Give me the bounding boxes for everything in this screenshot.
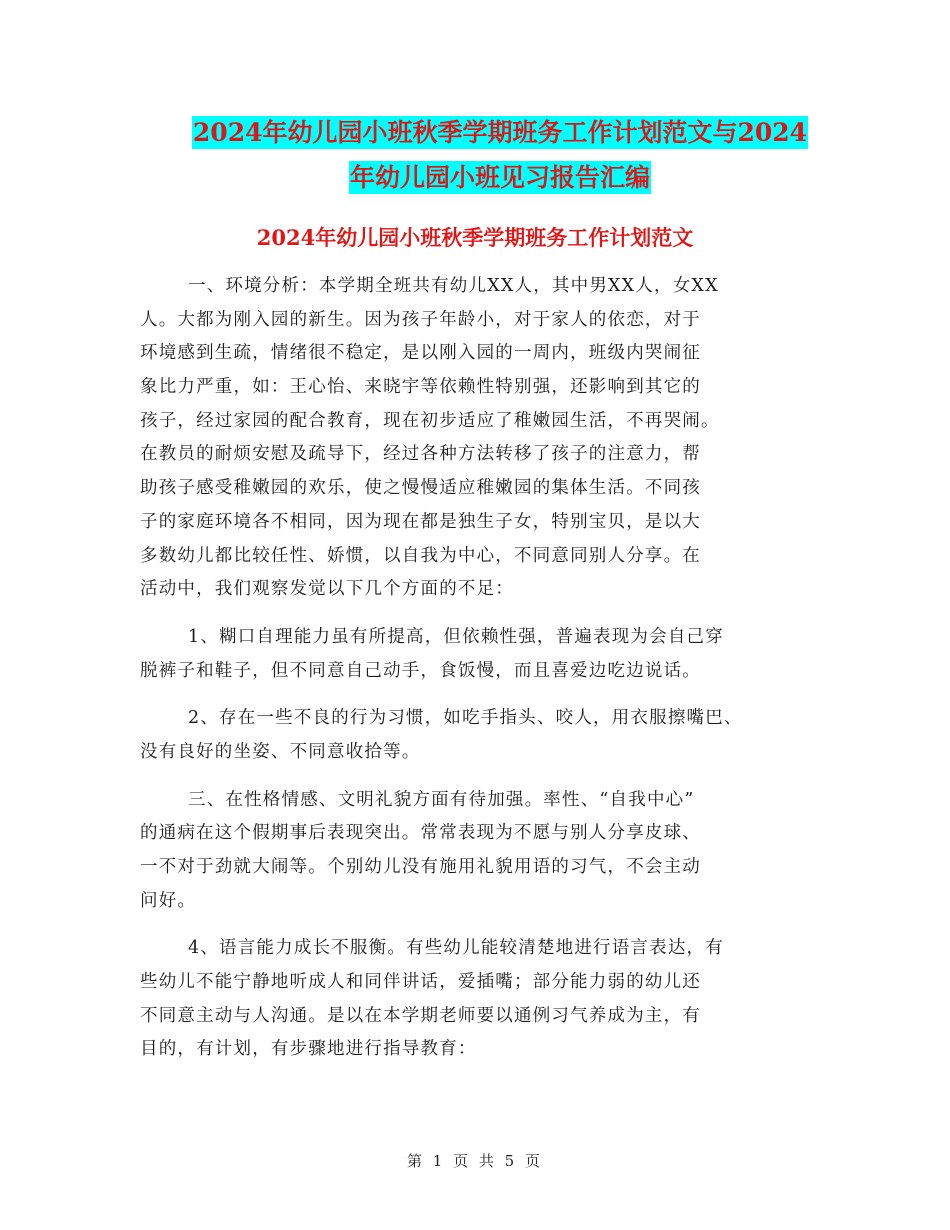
body-text — [140, 270, 830, 1067]
document-title-line-2: 年幼儿园小班见习报告汇编 — [349, 163, 650, 192]
paragraph-line: 问好。 — [140, 890, 197, 911]
paragraph-line: 4、语言能力成长不服衡。有些幼儿能较清楚地进行语言表达，有 — [188, 938, 724, 959]
paragraph-line: 人。大都为刚入园的新生。因为孩子年龄小，对于家人的依恋，对于 — [140, 309, 701, 330]
paragraph-line: 脱裤子和鞋子，但不同意自己动手，食饭慢，而且喜爱边吃边说话。 — [140, 660, 701, 681]
document-title-line-1: 2024年幼儿园小班秋季学期班务工作计划范文与2024 — [192, 118, 808, 147]
paragraph-line: 2、存在一些不良的行为习惯，如吃手指头、咬人，用衣服擦嘴巴、 — [188, 708, 743, 729]
paragraph-line: 活动中，我们观察发觉以下几个方面的不足： — [140, 579, 514, 600]
paragraph-line: 三、在性格情感、文明礼貌方面有待加强。率性、“自我中心” — [188, 789, 695, 810]
paragraph-line: 环境感到生疏，情绪很不稳定，是以刚入园的一周内，班级内哭闹征 — [140, 343, 701, 364]
paragraph-line: 孩子，经过家园的配合教育，现在初步适应了稚嫩园生活，不再哭闹。 — [140, 410, 720, 431]
paragraph-line: 子的家庭环境各不相同，因为现在都是独生子女，特别宝贝，是以大 — [140, 511, 701, 532]
page-footer: 第 1 页 共 5 页 — [407, 1152, 543, 1170]
paragraph-line: 象比力严重，如：王心怡、来晓宇等依赖性特别强，还影响到其它的 — [140, 377, 701, 398]
paragraph-line: 目的，有计划，有步骤地进行指导教育： — [140, 1039, 477, 1060]
paragraph-line: 一、环境分析：本学期全班共有幼儿XX人，其中男XX人，女XX — [188, 276, 719, 296]
paragraph-line: 些幼儿不能宁静地听成人和同伴讲话，爱插嘴；部分能力弱的幼儿还 — [140, 972, 701, 993]
paragraph-line: 不同意主动与人沟通。是以在本学期老师要以通例习气养成为主，有 — [140, 1005, 701, 1026]
paragraph-line: 在教员的耐烦安慰及疏导下，经过各种方法转移了孩子的注意力，帮 — [140, 444, 701, 465]
paragraph-line: 助孩子感受稚嫩园的欢乐，使之慢慢适应稚嫩园的集体生活。不同孩 — [140, 478, 701, 499]
paragraph-line: 多数幼儿都比较任性、娇惯，以自我为中心，不同意同别人分享。在 — [140, 545, 701, 566]
section-title: 2024年幼儿园小班秋季学期班务工作计划范文 — [256, 225, 694, 250]
paragraph-line: 的通病在这个假期事后表现突出。常常表现为不愿与别人分享皮球、 — [140, 823, 701, 844]
paragraph-line: 1、糊口自理能力虽有所提高，但依赖性强，普遍表现为会自己穿 — [188, 626, 724, 647]
paragraph-line: 一不对于劲就大闹等。个别幼儿没有施用礼貌用语的习气，不会主动 — [140, 857, 701, 877]
paragraph-line: 没有良好的坐姿、不同意收拾等。 — [140, 741, 421, 762]
